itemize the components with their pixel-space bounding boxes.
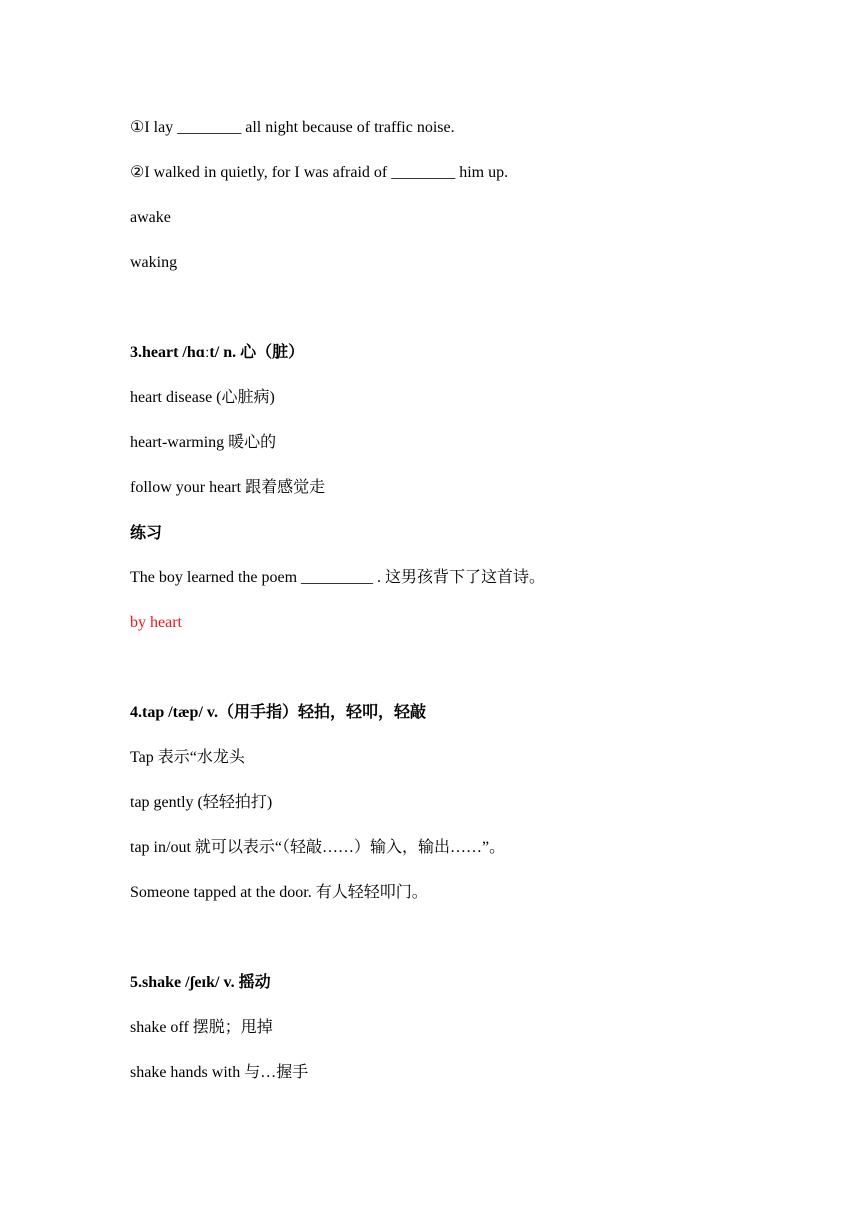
example-sentence-tap: Someone tapped at the door. 有人轻轻叩门。 <box>130 884 428 901</box>
phrase-tap-in-out: tap in/out 就可以表示“（轻敲……）输入，输出……”。 <box>130 839 506 856</box>
word-heading-tap: 4.tap /tæp/ v.（用手指）轻拍，轻叩，轻敲 <box>130 704 427 721</box>
phrase-follow-your-heart: follow your heart 跟着感觉走 <box>130 479 326 496</box>
phrase-tap-gently: tap gently (轻轻拍打) <box>130 794 273 811</box>
practice-label: 练习 <box>130 523 163 542</box>
phrase-shake-hands-with: shake hands with 与…握手 <box>130 1064 309 1081</box>
exercise-answer-2: waking <box>130 254 178 271</box>
phrase-shake-off: shake off 摆脱；甩掉 <box>130 1019 273 1036</box>
word-heading-heart: 3.heart /hɑːt/ n. 心（脏） <box>130 344 305 361</box>
phrase-heart-disease: heart disease (心脏病) <box>130 389 275 406</box>
practice-question: The boy learned the poem _________ . 这男孩背下了这首诗。 <box>130 569 546 586</box>
tap-meaning-faucet: Tap 表示“水龙头 <box>130 749 245 766</box>
exercise-question-1: ①I lay ________ all night because of traffic noise. <box>130 119 455 136</box>
phrase-heart-warming: heart-warming 暖心的 <box>130 434 277 451</box>
practice-answer: by heart <box>130 614 182 631</box>
word-heading-shake: 5.shake /ʃeɪk/ v. 摇动 <box>130 974 271 991</box>
exercise-answer-1: awake <box>130 209 171 226</box>
exercise-question-2: ②I walked in quietly, for I was afraid of ________ him up. <box>130 164 509 181</box>
